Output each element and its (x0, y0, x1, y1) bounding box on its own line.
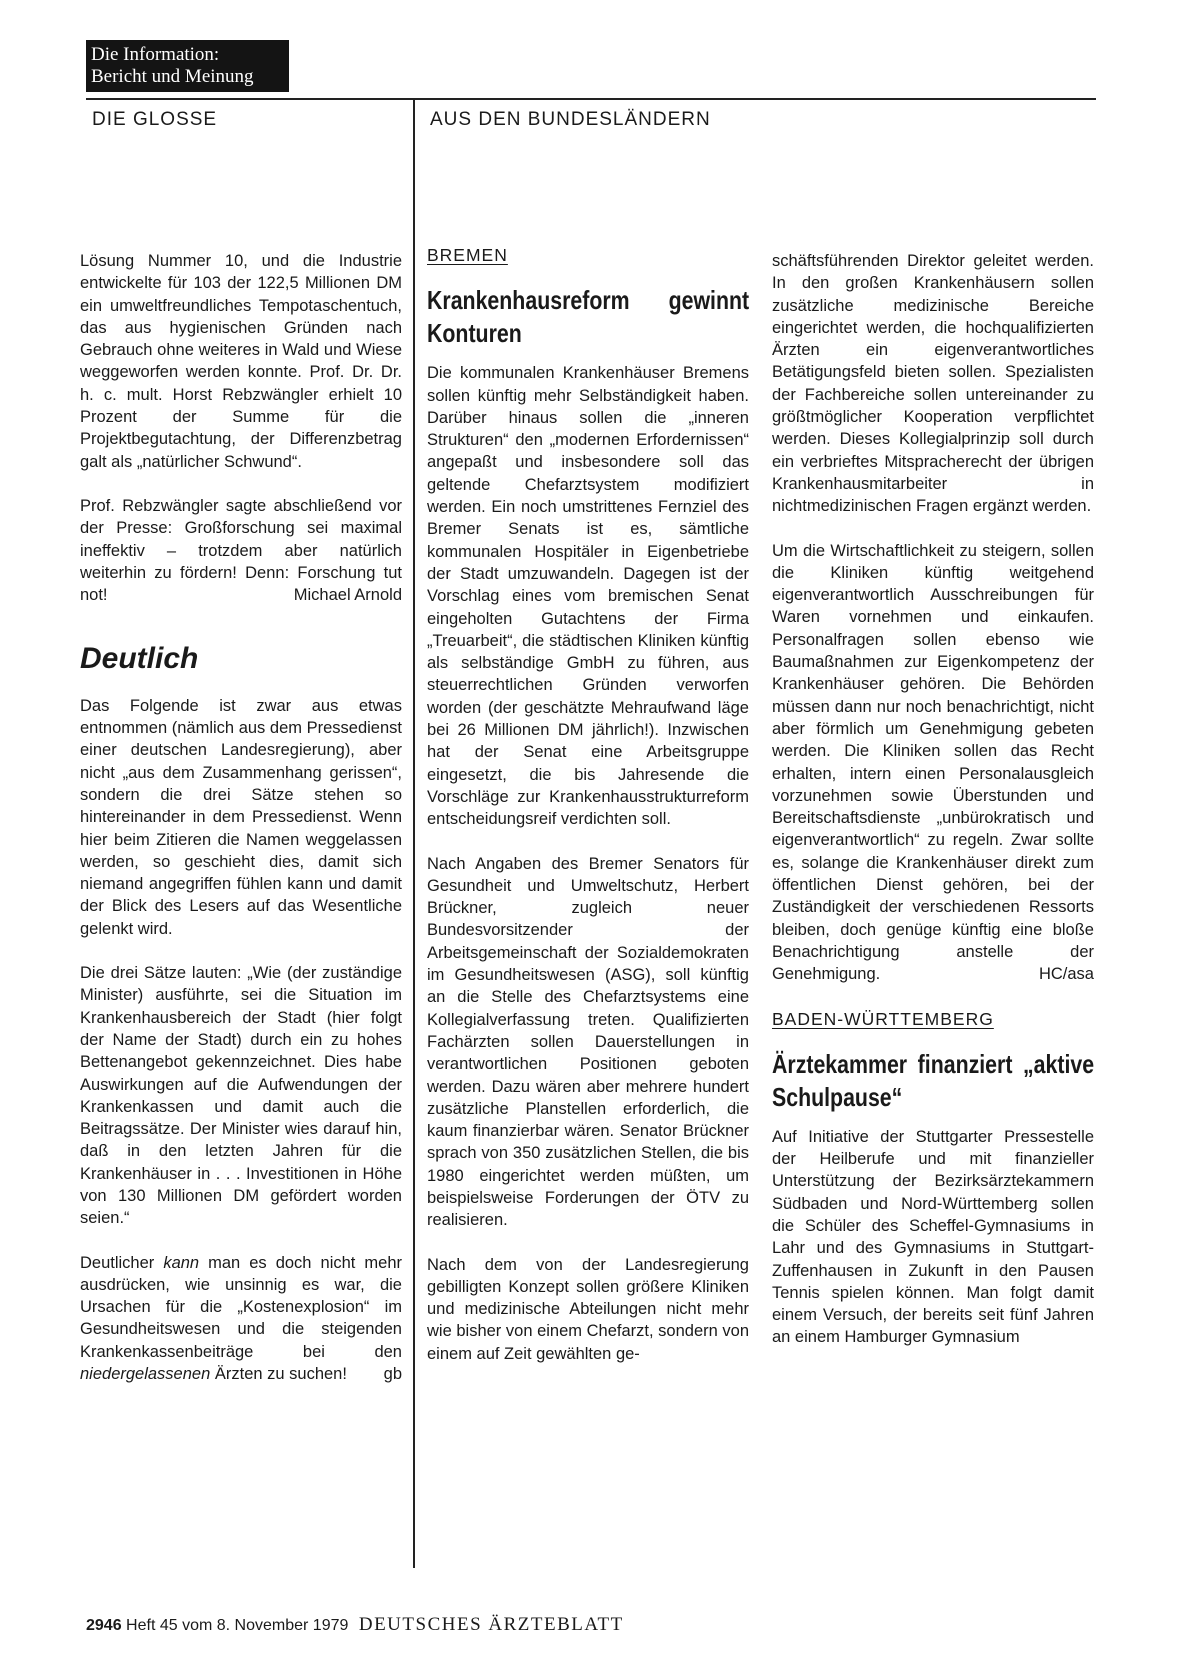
bremen-continuation-paragraph-1: schäftsführenden Direktor geleitet werden. In den großen Krankenhäusern sollen zusätzliche medizinische Bereiche eingerichtet werden, die hochqualifizierten Ärzten ein eigenverantwortliches Betätigungsfeld bieten sollen. Spezialisten der Fachbereiche sollen untereinander zu größtmöglicher Kooperation verpflichtet werden. Dieses Kollegialprinzip soll durch ein verbrieftes Mitspracherecht der übrigen Krankenhausmitarbeiter in nichtmedizinischen Fragen ergänzt werden. (772, 252, 1094, 516)
glosse-paragraph-2 (80, 495, 402, 607)
section-heading-bundeslaender: AUS DEN BUNDESLÄNDERN (430, 109, 711, 130)
glosse-author-arnold: Michael Arnold (293, 586, 402, 605)
column-divider (413, 98, 415, 1568)
badge-line-2: Bericht und Meinung (91, 66, 254, 87)
glosse-p5-text-a: Deutlicher (80, 1253, 164, 1272)
glosse-p5-text-b: man es doch nicht mehr ausdrücken, wie unsinnig es war, die Ursachen für die „Kostenexplosion“ im Gesundheitswesen und die steigenden Krankenkassenbeiträge bei den (80, 1253, 402, 1361)
glosse-column (80, 250, 402, 1407)
right-column (772, 250, 1094, 1371)
glosse-paragraph-4: Die drei Sätze lauten: „Wie (der zuständige Minister) ausführte, sei die Situation im Krankenhausbereich der Stadt (hier folgt der Name der Stadt) durch ein zu hohes Bettenangebot gekennzeichnet. Dies habe Auswirkungen auf die Aufwendungen der Krankenkassen und damit auch die Beitragssätze. Der Minister wies darauf hin, daß in den letzten Jahren für die Krankenhäuser in . . . Investitionen in Höhe von 130 Millionen DM gefördert worden seien.“ (80, 964, 402, 1228)
bremen-kicker: BREMEN (427, 245, 508, 265)
bremen-column (427, 244, 749, 1387)
section-badge (86, 40, 289, 92)
issue-info: Heft 45 vom 8. November 1979 (126, 1617, 349, 1634)
glosse-p5-emphasis-kann: kann (163, 1253, 200, 1272)
glosse-title-deutlich: Deutlich (80, 641, 199, 675)
bremen-paragraph-2: Nach Angaben des Bremer Senators für Gesundheit und Umweltschutz, Herbert Brückner, zugleich neuer Bundesvorsitzender der Arbeitsgemeinschaft der Sozialdemokraten im Gesundheitswesen (ASG), soll künftig an die Stelle des Chefarztsystems eine Kollegialverfassung treten. Qualifizierten Fachärzten sollen Dauerstellungen in verantwortlichen Positionen geboten werden. Dazu wären aber mehrere hundert zusätzliche Planstellen erforderlich, die kaum finanzierbar wären. Senator Brückner sprach von 350 zusätzlichen Stellen, die bis 1980 eingerichtet werden müßten, um beispielsweise Forderungen der ÖTV zu realisieren. (427, 854, 749, 1230)
glosse-paragraph-1: Lösung Nummer 10, und die Industrie entwickelte für 103 der 122,5 Millionen DM ein umweltfreundliches Tempotaschentuch, das aus hygienischen Gründen nach Gebrauch ohne weiteres in Wald und Wiese weggeworfen werden konnte. Prof. Dr. Dr. h. c. mult. Horst Rebzwängler erhielt 10 Prozent der Summe für die Projektbegutachtung, der Differenzbetrag galt als „natürlicher Schwund“. (80, 252, 402, 471)
badge-line-1: Die Information: (91, 44, 220, 65)
glosse-paragraph-3: Das Folgende ist zwar aus etwas entnommen (nämlich aus dem Pressedienst einer deutschen Landesregierung), aber nicht „aus dem Zusammenhang gerissen“, sondern die drei Sätze stehen so hintereinander in dem Pressedienst. Wenn hier beim Zitieren die Namen weggelassen werden, so geschieht dies, damit sich niemand angegriffen fühlen kann und damit der Blick des Lesers auf das Wesentliche gelenkt wird. (80, 696, 402, 938)
journal-name: DEUTSCHES ÄRZTEBLATT (358, 1614, 624, 1635)
glosse-paragraph-2-text: Prof. Rebzwängler sagte abschließend vor der Presse: Großforschung sei maximal ineffektiv – trotzdem aber natürlich weiterhin zu fördern! Denn: Forschung tut not! (80, 496, 402, 605)
bremen-paragraph-3: Nach dem von der Landesregierung gebilligten Konzept sollen größere Kliniken und medizinische Abteilungen nicht mehr wie bisher von einem Chefarzt, sondern von einem auf Zeit gewählten ge- (427, 1255, 749, 1363)
glosse-p5-emphasis-niedergelassenen: niedergelassenen (80, 1365, 211, 1384)
glosse-p5-text-c: Ärzten zu suchen! (210, 1365, 347, 1384)
bremen-continuation-paragraph-2 (772, 540, 1094, 986)
bremen-headline: Krankenhausreform gewinnt Konturen (427, 285, 750, 349)
bremen-continuation-paragraph-2-text: Um die Wirtschaftlichkeit zu steigern, sollen die Kliniken künftig weitgehend eigenverantwortlich Ausschreibungen für Waren vornehmen und einkaufen. Personalfragen sollen ebenso wie Baumaßnahmen zur Eigenkompetenz der Krankenhäuser gehören. Die Behörden müssen dann nur noch benachrichtigt, nicht aber förmlich um Genehmigung gebeten werden. Die Kliniken sollen das Recht erhalten, intern einen Personalausgleich vorzunehmen sowie Überstunden und Bereitschaftsdienste „unbürokratisch und eigenverantwortlich“ zu regeln. Zwar sollte es, solange die Krankenhäuser direkt zum öffentlichen Dienst gehören, bei der Zuständigkeit der verschiedenen Ressorts bleiben, doch genüge künftig eine bloße Benachrichtigung anstelle der Genehmigung. (772, 541, 1094, 984)
bw-headline: Ärztekammer finanziert „aktive Schulpause“ (772, 1048, 1095, 1112)
section-heading-glosse: DIE GLOSSE (92, 109, 218, 130)
page-footer (86, 1614, 624, 1636)
header-rule (86, 98, 1096, 100)
page-number: 2946 (86, 1617, 122, 1634)
bw-paragraph-1: Auf Initiative der Stuttgarter Pressestelle der Heilberufe und mit finanzieller Unterstützung der Bezirksärztekammern Südbaden und Nord-Württemberg sollen die Schüler des Scheffel-Gymnasiums in Lahr und des Gymnasiums in Stuttgart-Zuffenhausen in Zukunft in den Pausen Tennis spielen können. Man folgt damit einem Versuch, der bereits seit fünf Jahren an einem Hamburger Gymnasium (772, 1127, 1094, 1347)
bremen-author-hc-asa: HC/asa (1038, 965, 1094, 984)
glosse-paragraph-5 (80, 1252, 402, 1386)
glosse-author-gb: gb (383, 1365, 402, 1384)
bremen-paragraph-1: Die kommunalen Krankenhäuser Bremens sollen künftig mehr Selbständigkeit haben. Darüber hinaus sollen die „inneren Strukturen“ den „modernen Erfordernissen“ angepaßt und insbesondere soll das geltende Chefarztsystem modifiziert werden. Ein noch umstrittenes Fernziel des Bremer Senats ist es, sämtliche kommunalen Hospitäler in Eigenbetriebe der Stadt umzuwandeln. Dagegen ist der Vorschlag eines vom bremischen Senat eingeholten Gutachtens der Firma „Treuarbeit“, die städtischen Kliniken künftig als selbständige GmbH zu führen, aus steuerrechtlichen Gründen verworfen worden (der geschätzte Mehraufwand läge bei 26 Millionen DM jährlich!). Inzwischen hat der Senat eine Arbeitsgruppe eingesetzt, die bis Jahresende die Vorschläge zur Krankenhausstrukturreform entscheidungsreif verdichten soll. (427, 364, 749, 829)
bw-kicker: BADEN-WÜRTTEMBERG (772, 1008, 994, 1029)
